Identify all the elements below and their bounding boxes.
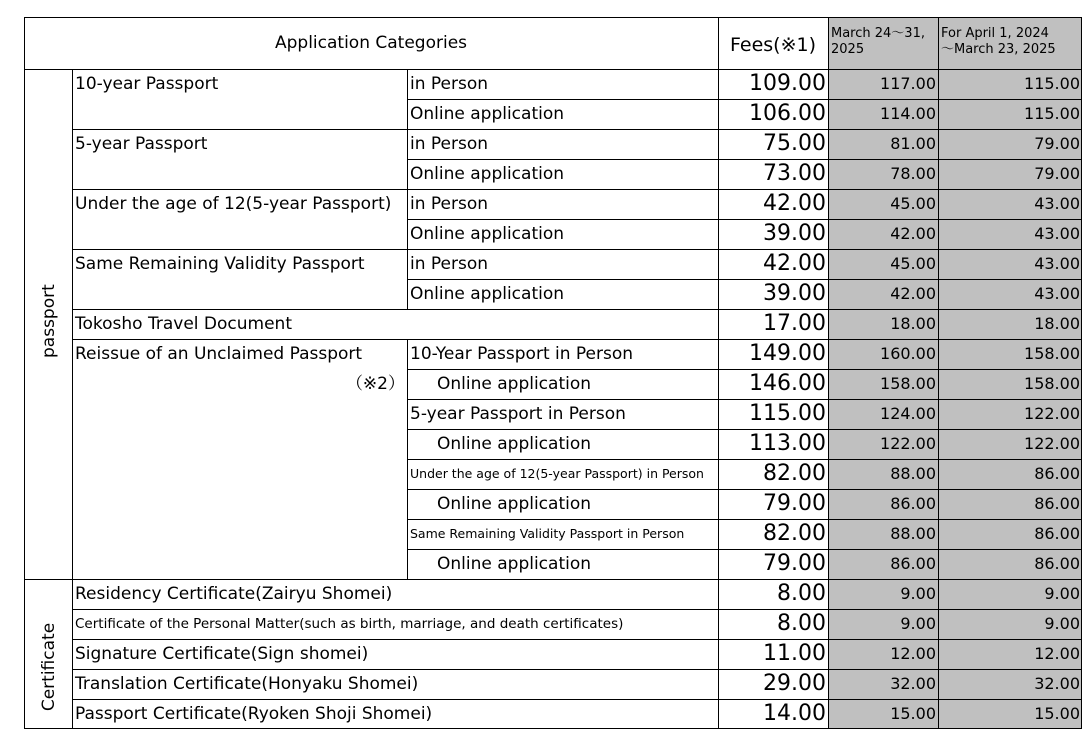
row-subcategory: Under the age of 12(5-year Passport) in Person: [410, 466, 704, 481]
row-fee-april: 158.00: [938, 339, 1082, 369]
row-fee-march: 42.00: [828, 219, 938, 249]
row-fee: 17.00: [763, 311, 826, 336]
subcat-col-rule: [407, 69, 408, 309]
row-fee-march: 114.00: [828, 99, 938, 129]
group-label-passport: passport: [39, 284, 59, 358]
row-fee-march: 15.00: [828, 699, 938, 729]
row-subcategory: in Person: [410, 134, 489, 154]
h-rule: [407, 279, 1082, 280]
row-fee-march: 122.00: [828, 429, 938, 459]
row-subcategory: in Person: [410, 194, 489, 214]
row-subcategory: Online application: [437, 434, 592, 454]
h-rule: [72, 309, 1082, 310]
row-fee-march: 45.00: [828, 189, 938, 219]
h-rule: [72, 609, 1082, 610]
row-fee-march: 158.00: [828, 369, 938, 399]
h-rule: [72, 189, 1082, 190]
row-fee-march: 9.00: [828, 609, 938, 639]
row-fee: 106.00: [749, 101, 826, 126]
row-subcategory: 5-year Passport in Person: [410, 404, 626, 424]
row-fee-march: 124.00: [828, 399, 938, 429]
header-col-march: [828, 17, 938, 69]
h-rule: [72, 639, 1082, 640]
row-category: 10-year Passport: [75, 74, 219, 94]
row-fee-april: 122.00: [938, 399, 1082, 429]
header-col-april: [938, 17, 1082, 69]
row-subcategory: Online application: [410, 164, 565, 184]
row-subcategory: Online application: [437, 374, 592, 394]
row-subcategory: Online application: [437, 494, 592, 514]
h-rule: [407, 489, 1082, 490]
header-fees: Fees(※1): [729, 34, 816, 56]
h-rule: [407, 369, 1082, 370]
row-fee-april: 79.00: [938, 159, 1082, 189]
row-fee-march: 12.00: [828, 639, 938, 669]
row-category: Same Remaining Validity Passport: [75, 254, 365, 274]
row-fee: 82.00: [763, 521, 826, 546]
h-rule: [72, 699, 1082, 700]
row-category: Translation Certificate(Honyaku Shomei): [75, 674, 419, 694]
row-category: Signature Certificate(Sign shomei): [75, 644, 369, 664]
h-rule: [407, 219, 1082, 220]
row-fee: 109.00: [749, 71, 826, 96]
fee-table: [24, 17, 1082, 729]
row-subcategory: Online application: [410, 104, 565, 124]
row-fee-april: 18.00: [938, 309, 1082, 339]
april-col-rule: [938, 17, 939, 729]
row-fee-april: 43.00: [938, 189, 1082, 219]
row-fee-march: 9.00: [828, 579, 938, 609]
row-fee-march: 88.00: [828, 519, 938, 549]
row-fee-april: 158.00: [938, 369, 1082, 399]
fees-col-rule: [718, 17, 719, 729]
row-category: Certificate of the Personal Matter(such as birth, marriage, and death certificates): [75, 616, 624, 632]
row-subcategory: Same Remaining Validity Passport in Person: [410, 526, 685, 541]
h-rule: [72, 129, 1082, 130]
row-fee: 79.00: [763, 551, 826, 576]
row-category: Residency Certificate(Zairyu Shomei): [75, 584, 393, 604]
row-fee-april: 15.00: [938, 699, 1082, 729]
row-fee: 29.00: [763, 671, 826, 696]
row-fee: 39.00: [763, 281, 826, 306]
row-fee-april: 86.00: [938, 489, 1082, 519]
row-subcategory: Online application: [437, 554, 592, 574]
h-rule: [407, 429, 1082, 430]
h-rule: [407, 549, 1082, 550]
row-subcategory: in Person: [410, 254, 489, 274]
row-fee-march: 42.00: [828, 279, 938, 309]
h-rule: [407, 459, 1082, 460]
h-rule: [407, 519, 1082, 520]
row-fee-march: 86.00: [828, 549, 938, 579]
row-fee: 42.00: [763, 191, 826, 216]
row-fee-april: 79.00: [938, 129, 1082, 159]
table-left-rule: [24, 17, 25, 729]
table-top-rule: [24, 17, 1082, 18]
h-rule: [407, 159, 1082, 160]
row-fee: 149.00: [749, 341, 826, 366]
h-rule: [407, 99, 1082, 100]
row-fee-april: 86.00: [938, 549, 1082, 579]
header-categories: Application Categories: [274, 33, 468, 53]
row-fee: 8.00: [777, 611, 826, 636]
row-fee: 73.00: [763, 161, 826, 186]
row-category: Under the age of 12(5-year Passport): [75, 194, 392, 214]
h-rule: [72, 249, 1082, 250]
header-col-april-line1: For April 1, 2024: [941, 26, 1049, 41]
row-fee: 42.00: [763, 251, 826, 276]
row-fee-april: 43.00: [938, 279, 1082, 309]
row-fee-april: 32.00: [938, 669, 1082, 699]
row-fee: 11.00: [763, 641, 826, 666]
row-fee: 82.00: [763, 461, 826, 486]
table-bottom-rule: [24, 728, 1082, 729]
row-fee-april: 122.00: [938, 429, 1082, 459]
table-right-rule: [1081, 17, 1082, 729]
row-category: （※2）: [345, 374, 405, 394]
row-fee: 14.00: [763, 701, 826, 726]
row-fee-march: 45.00: [828, 249, 938, 279]
group-label-certificate: Certificate: [39, 622, 59, 712]
row-category: Passport Certificate(Ryoken Shoji Shomei): [75, 704, 433, 724]
row-fee: 39.00: [763, 221, 826, 246]
header-col-march-line2: 2025: [831, 42, 865, 57]
h-rule: [407, 399, 1082, 400]
row-fee-march: 160.00: [828, 339, 938, 369]
row-fee: 79.00: [763, 491, 826, 516]
row-fee-march: 86.00: [828, 489, 938, 519]
h-rule: [72, 669, 1082, 670]
header-col-march-line1: March 24～31,: [831, 26, 925, 41]
row-fee: 146.00: [749, 371, 826, 396]
row-subcategory: Online application: [410, 224, 565, 244]
row-fee: 113.00: [749, 431, 826, 456]
row-fee-april: 115.00: [938, 99, 1082, 129]
subcat-col-rule: [407, 339, 408, 579]
row-subcategory: in Person: [410, 74, 489, 94]
group-divider: [24, 579, 1082, 580]
row-fee: 75.00: [763, 131, 826, 156]
header-bottom-rule: [24, 69, 1082, 70]
row-subcategory: Online application: [410, 284, 565, 304]
row-fee-april: 43.00: [938, 249, 1082, 279]
row-category: 5-year Passport: [75, 134, 208, 154]
header-col-april-line2: ～March 23, 2025: [941, 42, 1056, 57]
row-category: Reissue of an Unclaimed Passport: [75, 344, 363, 364]
row-subcategory: 10-Year Passport in Person: [410, 344, 634, 364]
row-fee-april: 43.00: [938, 219, 1082, 249]
group-col-rule: [72, 69, 73, 729]
row-fee: 8.00: [777, 581, 826, 606]
row-fee-april: 115.00: [938, 69, 1082, 99]
row-fee-april: 9.00: [938, 609, 1082, 639]
row-fee-march: 88.00: [828, 459, 938, 489]
row-fee: 115.00: [749, 401, 826, 426]
row-fee-march: 78.00: [828, 159, 938, 189]
row-fee-april: 86.00: [938, 519, 1082, 549]
row-fee-april: 12.00: [938, 639, 1082, 669]
row-fee-march: 18.00: [828, 309, 938, 339]
h-rule: [72, 339, 1082, 340]
row-category: Tokosho Travel Document: [75, 314, 292, 334]
row-fee-april: 9.00: [938, 579, 1082, 609]
row-fee-march: 81.00: [828, 129, 938, 159]
march-col-rule: [828, 17, 829, 729]
row-fee-march: 117.00: [828, 69, 938, 99]
row-fee-march: 32.00: [828, 669, 938, 699]
row-fee-april: 86.00: [938, 459, 1082, 489]
